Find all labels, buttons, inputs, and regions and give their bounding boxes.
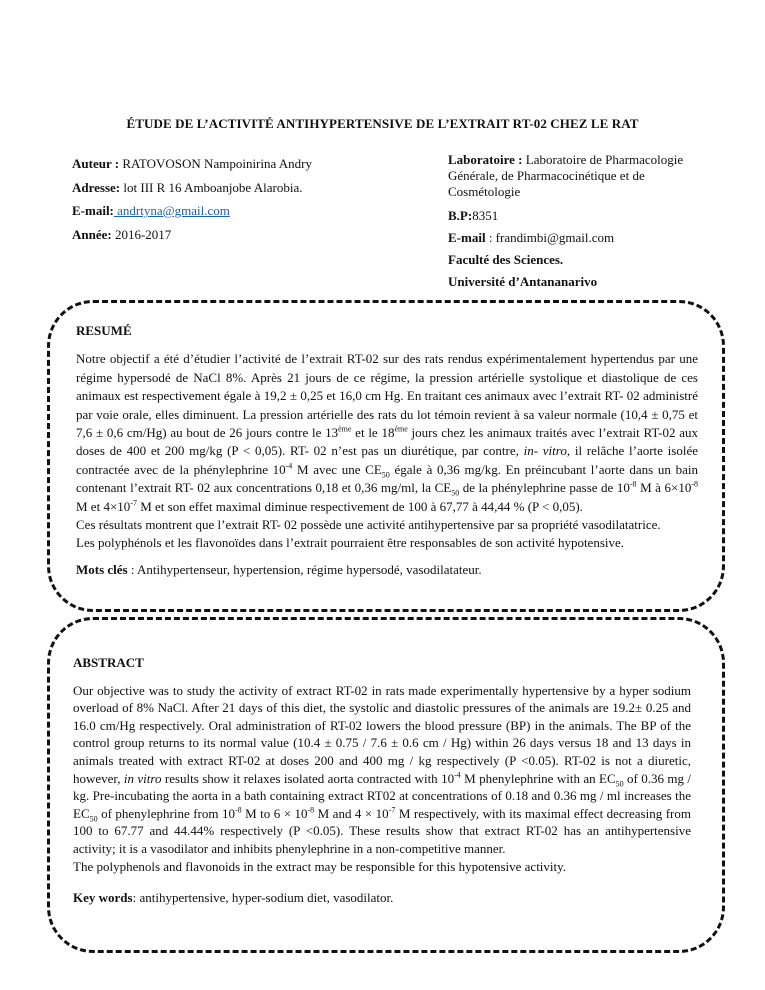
abstract-keywords-label: Key words — [73, 890, 133, 906]
lab-email-row — [448, 230, 708, 246]
address-row — [72, 180, 402, 204]
address-label: Adresse: — [72, 179, 121, 195]
university: Université d’Antananarivo — [448, 274, 598, 289]
author-info — [72, 156, 402, 250]
faculty: Faculté des Sciences. — [448, 252, 564, 267]
year-label: Année: — [72, 226, 112, 242]
faculty-row — [448, 252, 708, 268]
author-name: RATOVOSON Nampoinirina Andry — [119, 156, 313, 171]
resume-keywords — [76, 561, 698, 579]
bp-value: 8351 — [472, 208, 499, 223]
lab-email-value: : frandimbi@gmail.com — [485, 230, 615, 245]
resume-paragraph: Notre objectif a été d’étudier l’activité de l’extrait RT-02 sur des rats rendus expérimentalement hypertendus par une régime hypersodé de NaCl 8%. Après 21 jours de ce régime, la pression artérielle systolique et diastolique de ces animaux est respectivement égale à 19,2 ± 0,25 et 16,0 cm Hg. En traitant ces animaux avec l’extrait RT- 02 administré par voie orale, elles diminuent. La pression artérielle des rats du lot témoin revient à sa valeur normale (10,4 ± 0,75 et 7,6 ± 0,6 cm/Hg) au bout de 26 jours contre le 13ème et le $18^{éme}$ jours chez les animaux traités avec l’extrait RT-02 aux doses de 400 et 200 mg/kg (P < 0,05). RT- 02 n’est pas un diurétique, par contre, in- vitro, il relâche l’aorte isolée contractée avec de la phénylephrine $10^{-4}$ M avec une $CE_{50}$ égale à 0,36 mg/kg. En préincubant l’aorte dans un bain contenant l’extrait RT- 02 aux concentrations 0,18 et 0,36 mg/ml, la $CE_{50}$ de la phénylephrine passe de $10^{-8}$ M à $6\times 10^{-8}$ M et $4\times 10^{-7}$ M et son effet maximal diminue respectivement de 100 à 67,77 à 44,44 % (P < 0,05). — [76, 351, 698, 514]
author-row — [72, 156, 402, 180]
lab-info — [448, 152, 708, 296]
lab-row — [448, 152, 708, 200]
resume-keywords-label: Mots clés — [76, 561, 128, 577]
university-row — [448, 274, 708, 290]
abstract-section — [73, 654, 691, 907]
abstract-keywords — [73, 889, 691, 907]
resume-keywords-value: : Antihypertenseur, hypertension, régime hypersodé, vasodilatateur. — [127, 561, 482, 577]
abstract-paragraph: Our objective was to study the activity of extract RT-02 in rats made experimentally hypertensive by a hyper sodium overload of 8% NaCl. After 21 days of this diet, the systolic and diastolic pressures of the animals are 19.2± 0.25 and 16.0 cm/Hg respectively. Oral administration of RT-02 lowers the blood pressure (BP) in the animals. The BP of the control group returns to its normal value (10.4 ± 0.75 / 7.6 ± 0.6 cm / Hg) within 26 days versus 18 and 13 days in animals treated with extract RT-02 at doses 200 and 400 mg / kg respectively (P <0.05). RT-02 is not a diuretic, however, in vitro results show it relaxes isolated aorta contracted with $10^{-4}$ M phenylephrine with an $EC_{50}$ of 0.36 mg / kg. Pre-incubating the aorta in a bath containing extract RT02 at concentrations of 0.18 and 0.36 mg / ml increases the $EC_{50}$ of phenylephrine from $10^{-8}$ M to $6 \times 10^{-8}$ M and $4 \times 10^{-7}$ M respectively, with its maximal effect decreasing from 100 to 67.77 and 44.44% respectively (P <0.05). These results show that extract RT-02 has an antihypertensive activity; it is a vasodilator and inhibits phenylephrine in a non-competitive manner. — [73, 682, 691, 856]
resume-heading: RESUMÉ — [76, 323, 132, 338]
author-email-link[interactable]: andrtyna@gmail.com — [113, 203, 230, 218]
author-email-label: E-mail: — [72, 203, 114, 218]
year-value: 2016-2017 — [111, 226, 172, 242]
author-email-row — [72, 203, 402, 227]
address-value: lot III R 16 Amboanjobe Alarobia. — [120, 179, 303, 195]
resume-conclusion: Ces résultats montrent que l’extrait RT- 02 possède une activité antihypertensive par sa propriété vasodilatatrice. — [76, 517, 661, 533]
resume-polyphenols: Les polyphénols et les flavonoïdes dans l’extrait pourraient être responsables de son activité hypotensive. — [76, 535, 625, 551]
lab-email-label: E-mail — [448, 230, 486, 245]
abstract-keywords-value: : antihypertensive, hyper-sodium diet, vasodilator. — [132, 890, 394, 906]
abstract-heading: ABSTRACT — [73, 655, 144, 670]
bp-label: B.P: — [448, 208, 473, 223]
bp-row — [448, 208, 708, 224]
abstract-polyphenols: The polyphenols and flavonoids in the extract may be responsible for this hypotensive activity. — [73, 858, 567, 874]
resume-section — [76, 322, 698, 579]
paper-title: ÉTUDE DE L’ACTIVITÉ ANTIHYPERTENSIVE DE L’EXTRAIT RT-02 CHEZ LE RAT — [126, 116, 639, 131]
lab-label: Laboratoire : — [448, 152, 523, 167]
lab-value: Laboratoire de Pharmacologie Générale, de Pharmacocinétique et de Cosmétologie — [448, 152, 684, 199]
author-label: Auteur : — [72, 156, 120, 171]
year-row — [72, 227, 402, 251]
